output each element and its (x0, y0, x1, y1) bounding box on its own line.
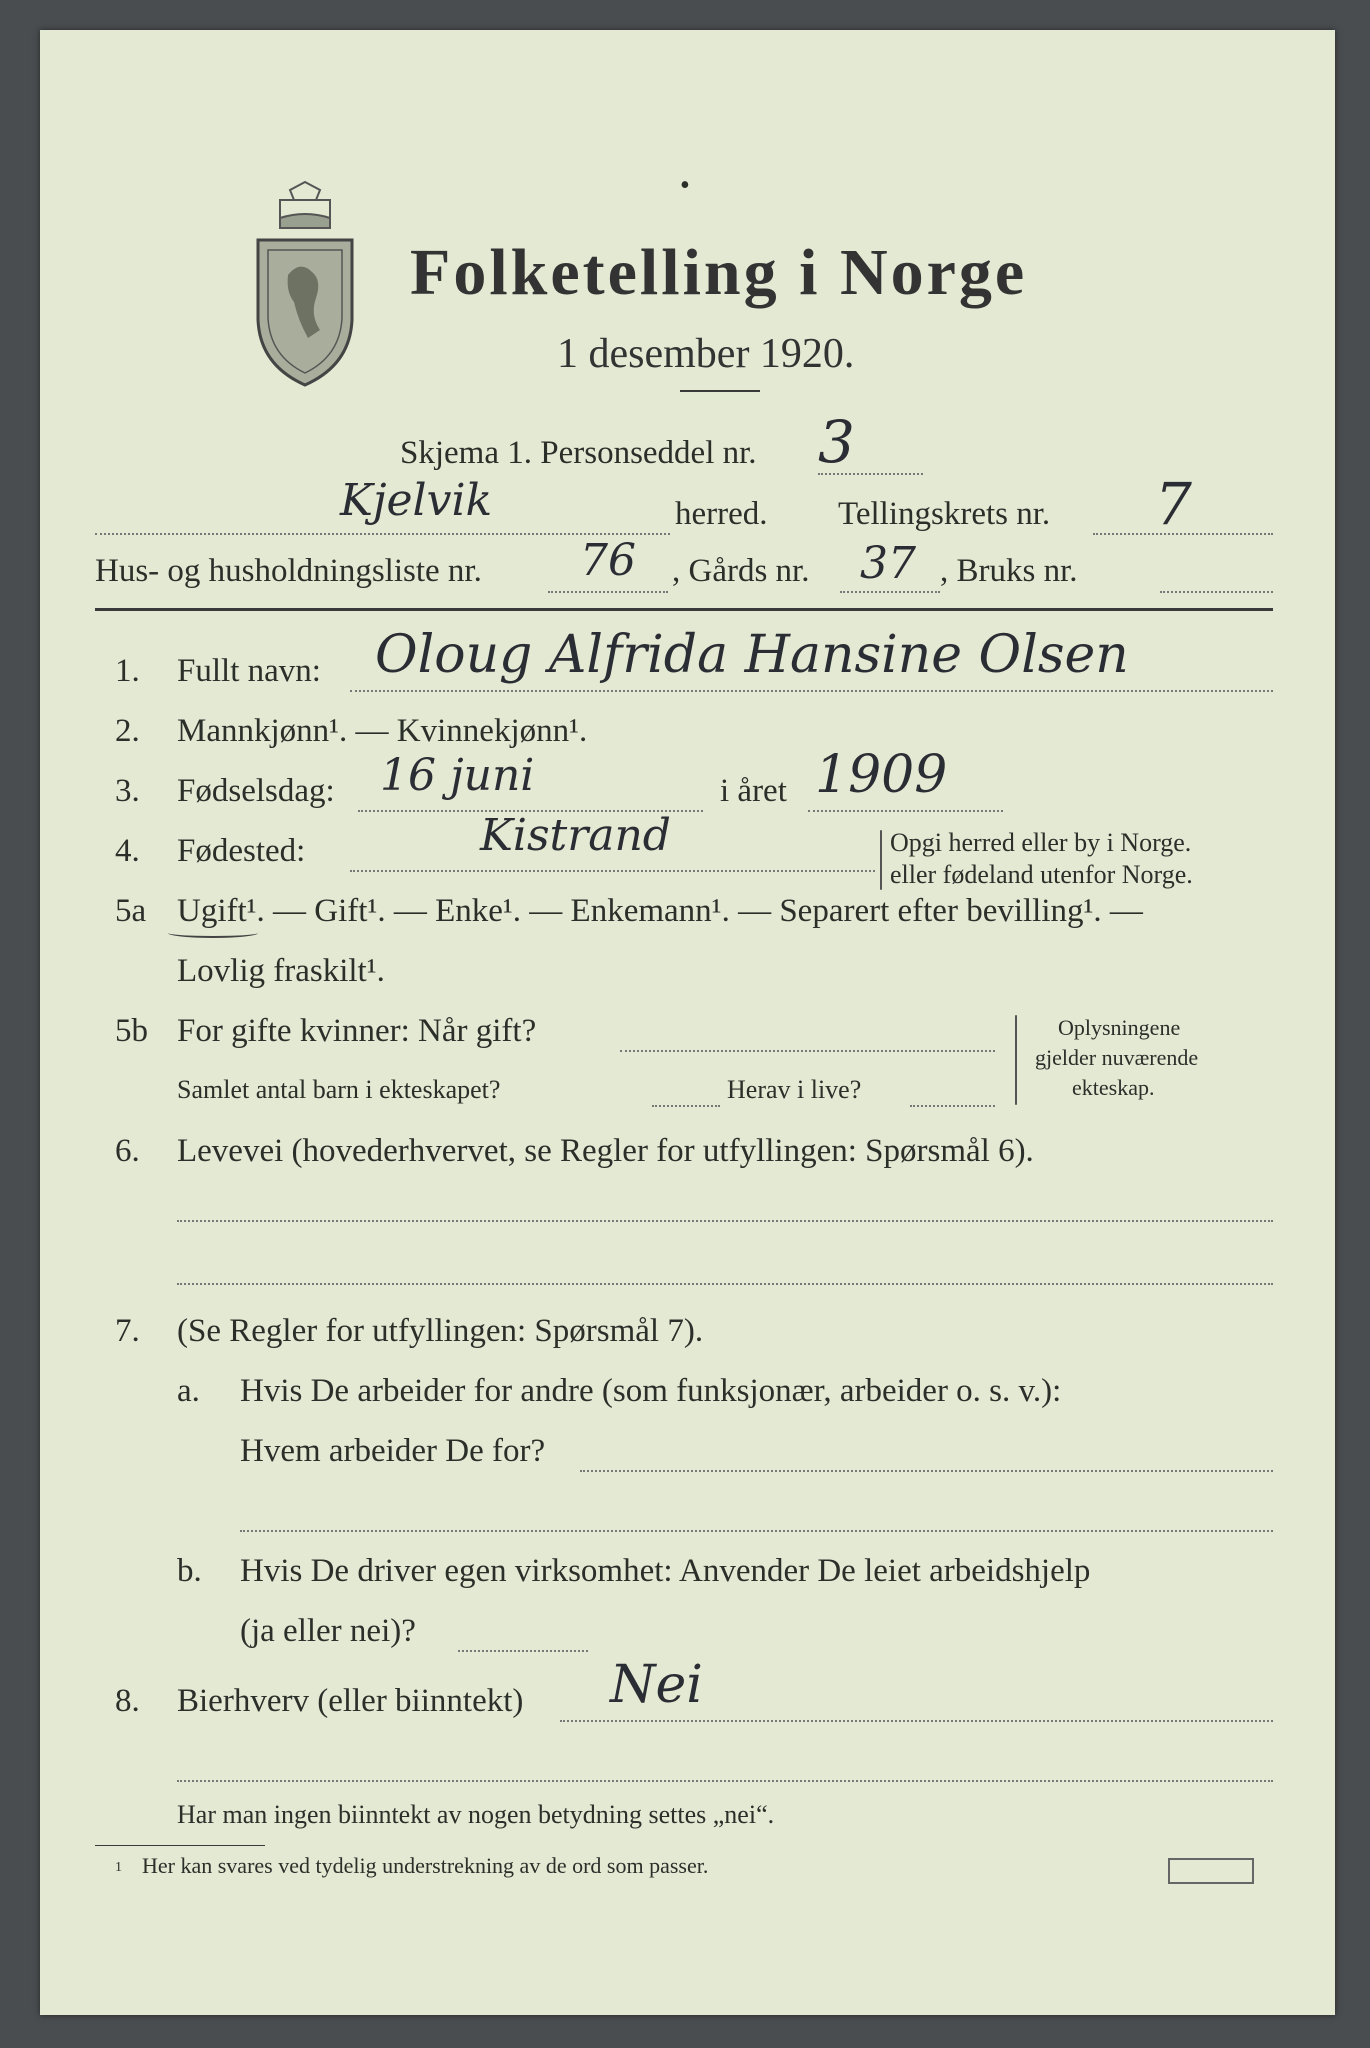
q3-year-label: i året (720, 773, 787, 809)
schema-number: 3 (818, 408, 855, 476)
household-value: 76 (580, 535, 636, 586)
q2-number: 2. (115, 713, 140, 749)
gards-value: 37 (860, 538, 916, 589)
q5a-number: 5a (115, 893, 147, 929)
q7a-number: a. (177, 1373, 200, 1409)
footnote-rule (95, 1845, 265, 1846)
q6-label: Levevei (hovederhvervet, se Regler for utfyllingen: Spørsmål 6). (177, 1133, 1034, 1169)
q4-note-1: Opgi herred eller by i Norge. (890, 828, 1192, 857)
footnote-mark: 1 (115, 1860, 122, 1875)
q6-line-2 (177, 1283, 1273, 1285)
gards-line (840, 591, 940, 593)
note-text: Har man ingen biinntekt av nogen betydning settes „nei“. (177, 1800, 775, 1829)
form-title: Folketelling i Norge (410, 236, 1028, 309)
q8-line (560, 1720, 1273, 1722)
header-separator (95, 608, 1273, 611)
gards-label: , Gårds nr. (672, 553, 810, 589)
q1-label: Fullt navn: (177, 653, 321, 689)
census-date: 1 desember 1920. (557, 331, 855, 377)
q8-value: Nei (610, 1655, 703, 1715)
bruks-line (1160, 591, 1273, 593)
q5b-label-2: Samlet antal barn i ekteskapet? (177, 1075, 501, 1104)
household-line (548, 591, 668, 593)
tellingskrets-value: 7 (1155, 470, 1192, 538)
q5b-note-2: gjelder nuværende (1035, 1045, 1199, 1070)
q8-line-2 (177, 1780, 1273, 1782)
q8-label: Bierhverv (eller biinntekt) (177, 1683, 524, 1719)
title-rule (680, 390, 760, 392)
q4-label: Fødested: (177, 833, 306, 869)
q7a-label-2: Hvem arbeider De for? (240, 1433, 546, 1469)
coat-of-arms-icon (250, 180, 360, 390)
q5b-label: For gifte kvinner: Når gift? (177, 1013, 537, 1049)
bruks-label: , Bruks nr. (940, 553, 1078, 589)
q6-line-1 (177, 1220, 1273, 1222)
q7-number: 7. (115, 1313, 140, 1349)
q4-line (350, 870, 875, 872)
q5b-alive-line (910, 1105, 995, 1107)
tellingskrets-label: Tellingskrets nr. (838, 496, 1051, 532)
q3-year-line (808, 810, 1003, 812)
q3-year-value: 1909 (815, 745, 948, 805)
q3-label: Fødselsdag: (177, 773, 335, 809)
q7a-line-2 (240, 1530, 1273, 1532)
q4-brace (880, 830, 882, 890)
q5b-label-3: Herav i live? (727, 1075, 862, 1104)
herred-value: Kjelvik (340, 475, 493, 526)
q5b-date-line (620, 1050, 995, 1052)
q5a-label-2: Lovlig fraskilt¹. (177, 953, 385, 989)
ugift-underline (168, 928, 258, 938)
q4-number: 4. (115, 833, 140, 869)
household-label: Hus- og husholdningsliste nr. (95, 553, 482, 589)
q7b-label: Hvis De driver egen virksomhet: Anvender De leiet arbeidshjelp (240, 1553, 1091, 1589)
census-form-page (40, 30, 1335, 2015)
schema-label: Skjema 1. Personseddel nr. (400, 435, 757, 471)
q1-number: 1. (115, 653, 140, 689)
q4-value: Kistrand (480, 810, 671, 861)
q3-day-value: 16 juni (380, 750, 535, 801)
q1-line (350, 690, 1273, 692)
q5b-children-line (652, 1105, 720, 1107)
footnote-text: Her kan svares ved tydelig understrekning av de ord som passer. (142, 1853, 709, 1878)
q7a-label: Hvis De arbeider for andre (som funksjonær, arbeider o. s. v.): (240, 1373, 1062, 1409)
q3-number: 3. (115, 773, 140, 809)
q7b-line (458, 1650, 588, 1652)
dot-mark: • (680, 170, 690, 201)
q5b-note-1: Oplysningene (1058, 1015, 1181, 1040)
q2-label: Mannkjønn¹. — Kvinnekjønn¹. (177, 713, 588, 749)
q7a-line-1 (580, 1470, 1273, 1472)
q1-value: Oloug Alfrida Hansine Olsen (375, 625, 1129, 685)
q7b-number: b. (177, 1553, 202, 1589)
printer-stamp (1168, 1858, 1254, 1884)
q5b-brace (1015, 1015, 1017, 1105)
q7-label: (Se Regler for utfyllingen: Spørsmål 7). (177, 1313, 704, 1349)
herred-label: herred. (675, 496, 768, 532)
q8-number: 8. (115, 1683, 140, 1719)
q5a-label: Ugift¹. — Gift¹. — Enke¹. — Enkemann¹. — Separert efter bevilling¹. — (177, 893, 1143, 929)
q5b-number: 5b (115, 1013, 148, 1049)
q4-note-2: eller fødeland utenfor Norge. (890, 860, 1193, 889)
q5b-note-3: ekteskap. (1072, 1075, 1155, 1100)
q7b-label-2: (ja eller nei)? (240, 1613, 416, 1649)
q6-number: 6. (115, 1133, 140, 1169)
